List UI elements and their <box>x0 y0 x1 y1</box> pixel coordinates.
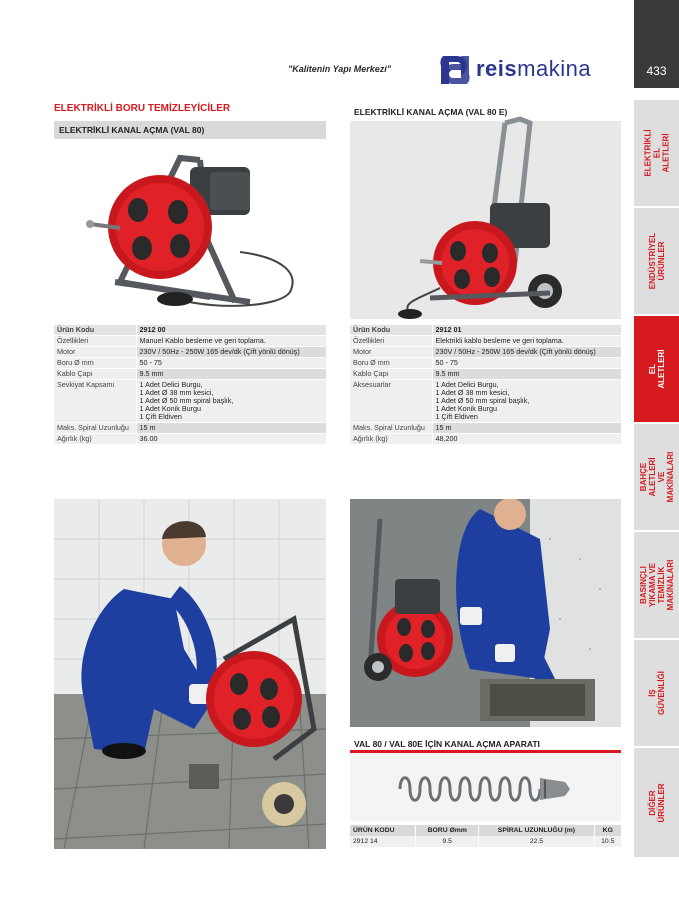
column-header: BORU Ømm <box>416 825 479 836</box>
spec-value: 15 m <box>432 423 621 434</box>
sidebar-tab-diger-urunler[interactable] <box>634 748 679 858</box>
spec-value: 15 m <box>136 423 326 434</box>
val80-machine-image <box>60 142 322 322</box>
spec-label: Ağırlık (kg) <box>54 434 136 445</box>
spec-value: 2912 00 <box>136 325 326 336</box>
spec-value: 48,200 <box>432 434 621 445</box>
spec-value: 50 - 75 <box>136 358 326 369</box>
sidebar-tab-label: BAHÇE ALETLERİ VE MAKİNALARI <box>638 451 675 503</box>
spiral-cable-image <box>395 768 575 810</box>
spec-label: Boru Ø mm <box>54 358 136 369</box>
spec-label: Özellikleri <box>350 336 432 347</box>
spec-label: Aksesuarlar <box>350 380 432 423</box>
sidebar-tab-basincli-yikama[interactable] <box>634 532 679 639</box>
apparatus-table <box>350 825 621 847</box>
spec-value: Manuel Kablo besleme ve geri toplama. <box>136 336 326 347</box>
spec-label: Özellikleri <box>54 336 136 347</box>
sidebar-tab-label: ELEKTRİKLİ EL ALETLERİ <box>643 129 670 177</box>
table-cell: 9.5 <box>416 836 479 847</box>
spec-value: 230V / 50Hz - 250W 165 dev/dk (Çift yönlü dönüş) <box>136 347 326 358</box>
val80e-spec-table <box>350 325 621 445</box>
sidebar-tab-label: İŞ GÜVENLİĞİ <box>647 670 666 716</box>
product-title-val80: ELEKTRİKLİ KANAL AÇMA (VAL 80) <box>54 121 326 139</box>
sidebar-tab-label: ENDÜSTRİYEL ÜRÜNLER <box>647 232 666 290</box>
spec-label: Ürün Kodu <box>54 325 136 336</box>
spec-value: 1 Adet Delici Burgu, 1 Adet Ø 38 mm kesici, 1 Adet Ø 50 mm spiral başlık, 1 Adet Konik Burgu 1 Çift Eldiven <box>136 380 326 423</box>
spec-label: Kablo Çapı <box>54 369 136 380</box>
sidebar-tab-endustriyel-urunler[interactable] <box>634 208 679 315</box>
sidebar-tab-label: DİĞER ÜRÜNLER <box>647 782 666 823</box>
spec-label: Motor <box>350 347 432 358</box>
spec-label: Ağırlık (kg) <box>350 434 432 445</box>
column-header: SPİRAL UZUNLUĞU (m) <box>479 825 594 836</box>
spec-label: Kablo Çapı <box>350 369 432 380</box>
sidebar-tab-elektrikli-el-aletleri[interactable] <box>634 100 679 207</box>
category-title: ELEKTRİKLİ BORU TEMİZLEYİCİLER <box>54 103 231 114</box>
table-cell: 22.5 <box>479 836 594 847</box>
spec-value: Elektrikli kablo besleme ve geri toplama. <box>432 336 621 347</box>
table-cell: 10.5 <box>594 836 621 847</box>
spec-value: 9.5 mm <box>432 369 621 380</box>
val80-spec-table <box>54 325 326 445</box>
sidebar-tab-label: BASINÇLI YIKAMA VE TEMİZLİK MAKİNALARI <box>638 559 675 611</box>
spec-label: Ürün Kodu <box>350 325 432 336</box>
spec-label: Boru Ø mm <box>350 358 432 369</box>
val80e-usage-photo <box>350 499 621 727</box>
sidebar-tab-is-guvenligi[interactable] <box>634 640 679 747</box>
val80-usage-photo <box>54 499 326 849</box>
reismakina-logo-icon <box>437 52 473 88</box>
table-row <box>350 836 621 847</box>
sidebar-tab-bahce-aletleri[interactable] <box>634 424 679 531</box>
spec-label: Sevkiyat Kapsamı <box>54 380 136 423</box>
spec-label: Motor <box>54 347 136 358</box>
table-cell: 2912 14 <box>350 836 416 847</box>
spec-label: Maks. Spiral Uzunluğu <box>350 423 432 434</box>
spec-value: 2912 01 <box>432 325 621 336</box>
spec-label: Maks. Spiral Uzunluğu <box>54 423 136 434</box>
spec-value: 50 - 75 <box>432 358 621 369</box>
apparatus-title: VAL 80 / VAL 80E İÇİN KANAL AÇMA APARATI <box>350 738 621 753</box>
spec-value: 1 Adet Delici Burgu, 1 Adet Ø 38 mm kesici, 1 Adet Ø 50 mm spiral başlık, 1 Adet Konik Burgu 1 Çift Eldiven <box>432 380 621 423</box>
brand-name: reismakina <box>476 56 592 81</box>
sidebar-tab-label: EL ALETLERİ <box>647 349 666 389</box>
slogan: "Kalitenin Yapı Merkezi" <box>288 64 392 74</box>
spec-value: 230V / 50Hz - 250W 165 dev/dk (Çift yönlü dönüş) <box>432 347 621 358</box>
page-number: 433 <box>646 64 667 78</box>
column-header: ÜRÜN KODU <box>350 825 416 836</box>
val80e-machine-image <box>370 113 610 323</box>
spec-value: 9.5 mm <box>136 369 326 380</box>
spec-value: 36.00 <box>136 434 326 445</box>
column-header: KG <box>594 825 621 836</box>
sidebar-tab-el-aletleri[interactable] <box>634 316 679 423</box>
product-title-val80e: ELEKTRİKLİ KANAL AÇMA (VAL 80 E) <box>354 107 508 117</box>
